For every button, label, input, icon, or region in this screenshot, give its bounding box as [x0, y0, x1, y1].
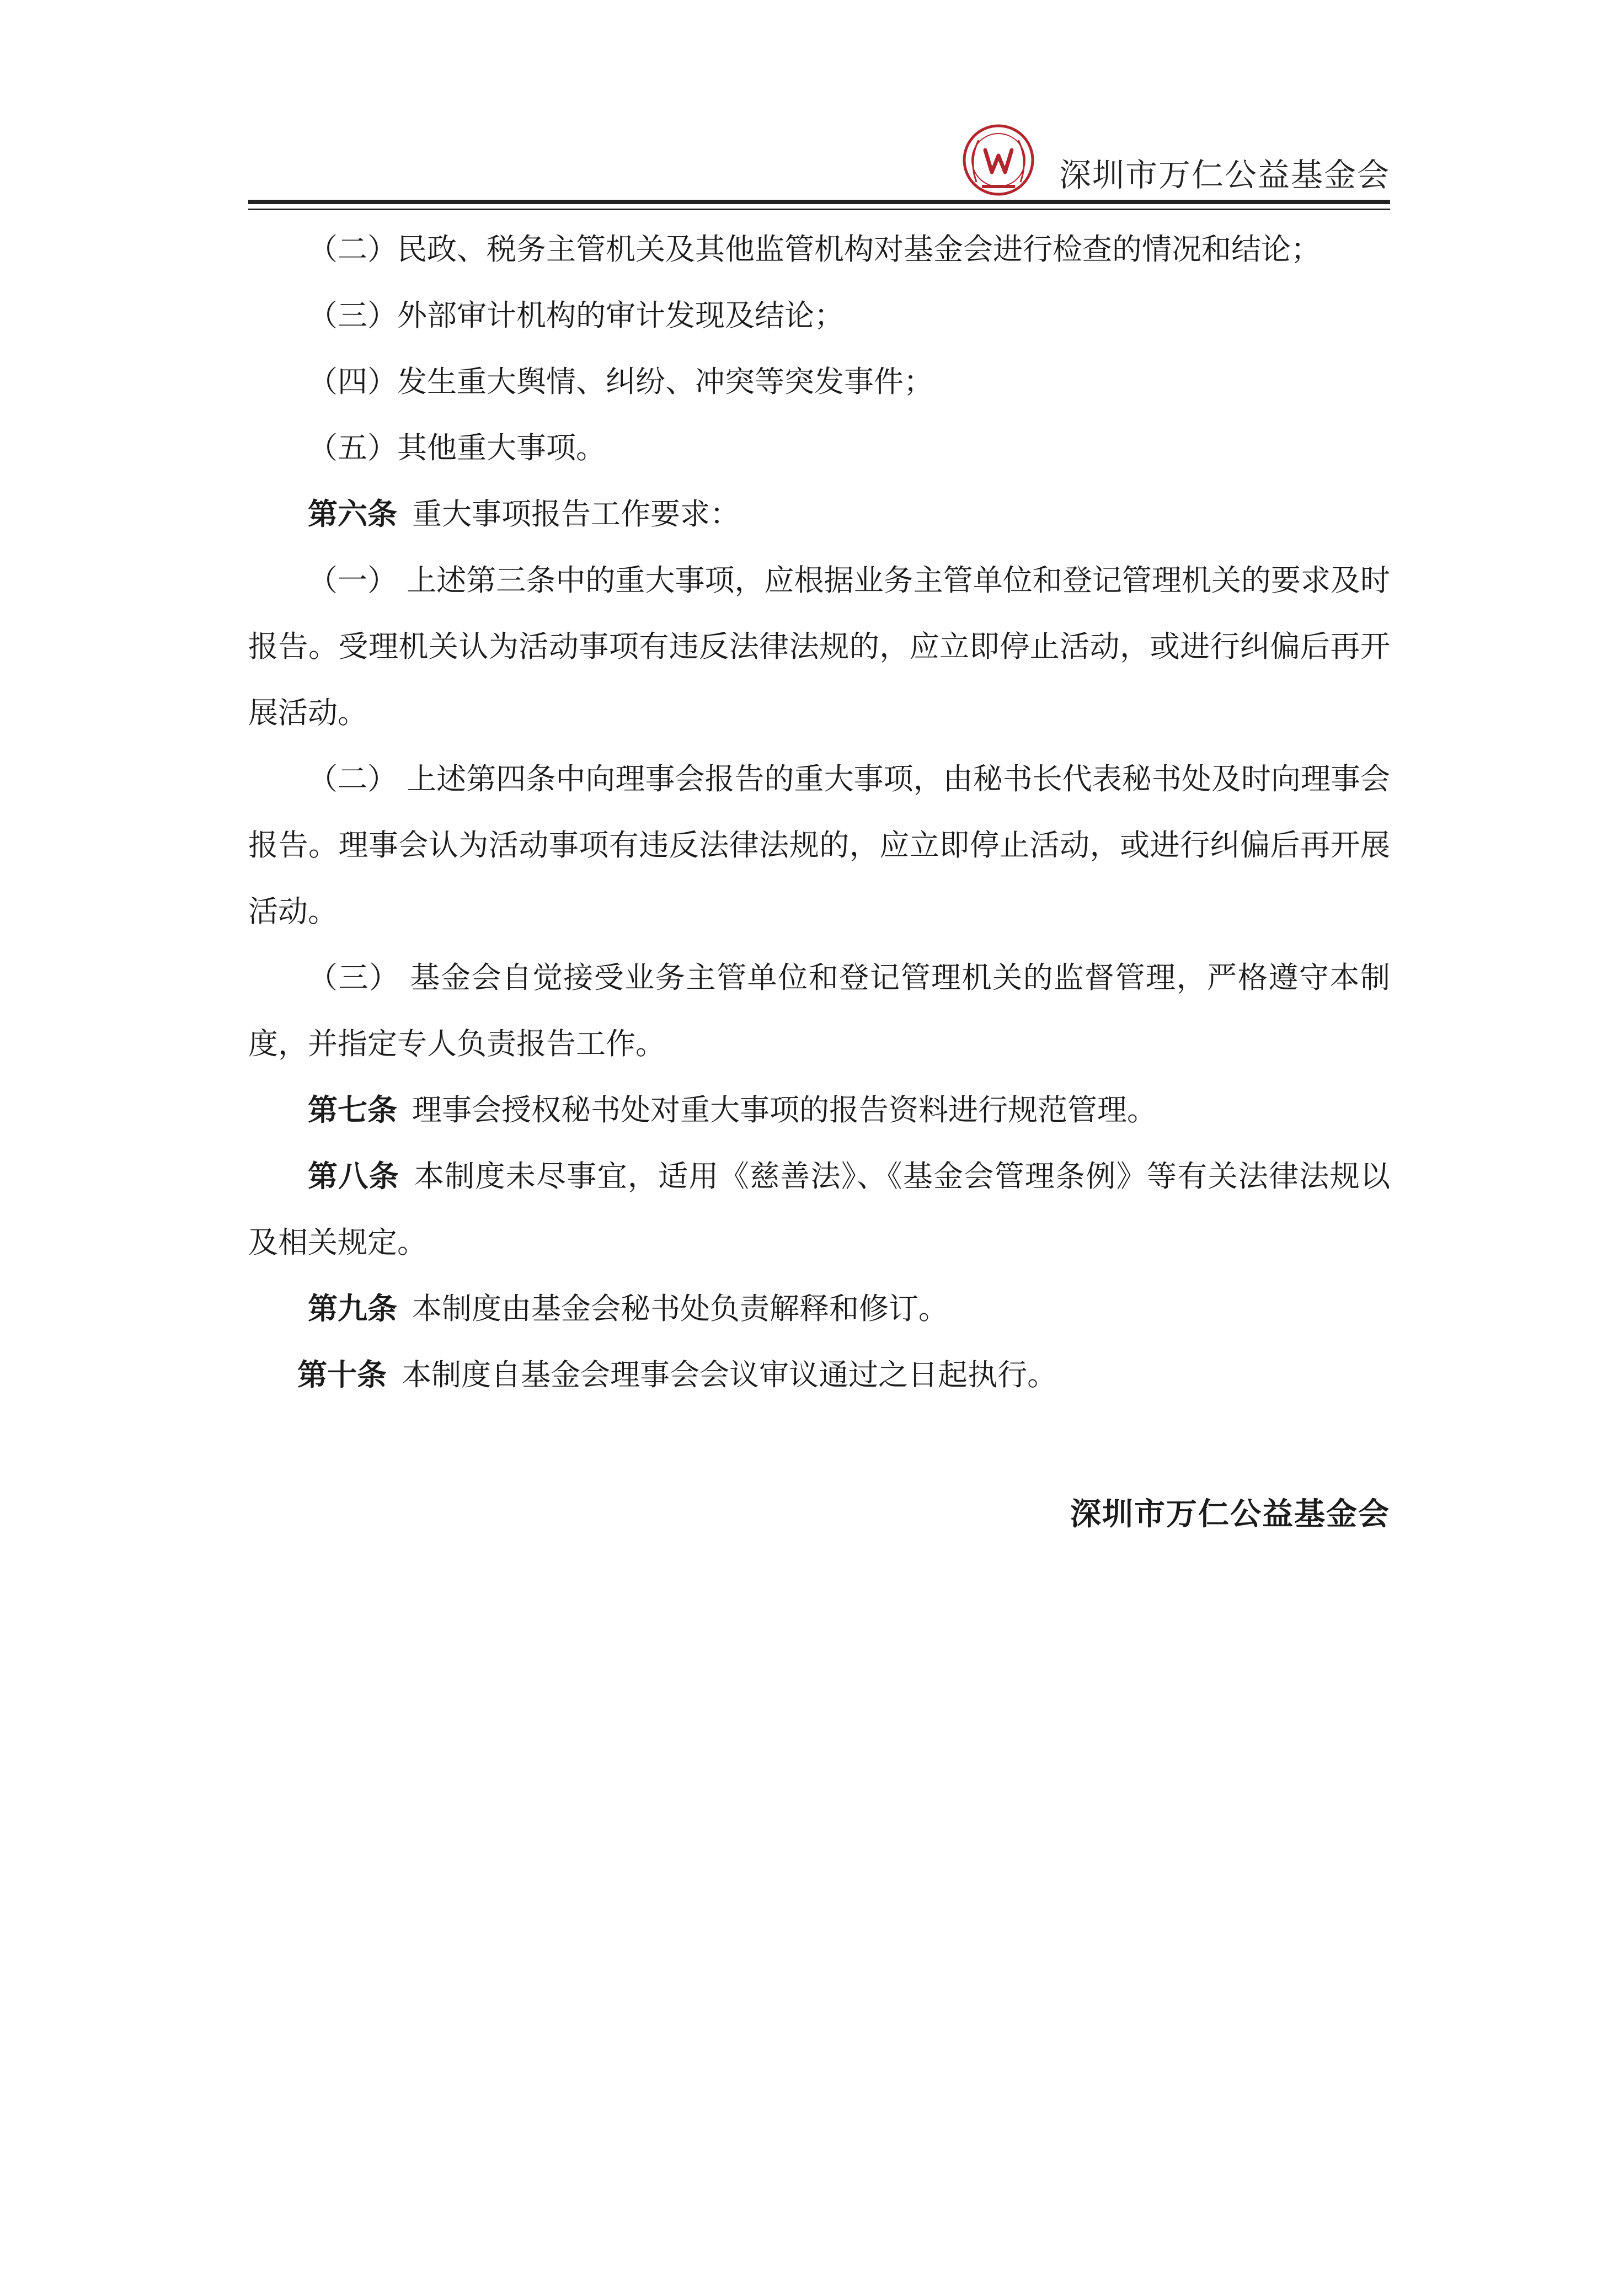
- article-label: 第七条: [308, 1093, 397, 1127]
- header-org-name: 深圳市万仁公益基金会: [1059, 156, 1390, 194]
- article-label: 第八条: [308, 1159, 399, 1194]
- paragraph-text: （四）发生重大舆情、纠纷、冲突等突发事件；: [308, 364, 933, 399]
- document-body: [248, 216, 1390, 1408]
- paragraph-text: 本制度自基金会理事会会议审议通过之日起执行。: [402, 1357, 1057, 1392]
- page-header: [248, 110, 1390, 199]
- article-paragraph: [248, 481, 1390, 547]
- article-paragraph: [248, 1342, 1390, 1408]
- paragraph: [248, 415, 1390, 481]
- paragraph-text: 本制度未尽事宜，适用《慈善法》、《基金会管理条例》等有关法律法规以及相关规定。: [248, 1159, 1390, 1260]
- foundation-logo-icon: [960, 121, 1037, 199]
- header-rule-thick: [248, 200, 1390, 204]
- article-label: 第九条: [308, 1291, 397, 1326]
- paragraph: [248, 216, 1390, 283]
- paragraph: [248, 746, 1390, 945]
- paragraph: [248, 283, 1390, 349]
- paragraph-text: （三）外部审计机构的审计发现及结论；: [308, 298, 844, 333]
- paragraph-text: （五）其他重大事项。: [308, 430, 606, 465]
- header-rule-thin: [248, 209, 1390, 210]
- paragraph-text: 重大事项报告工作要求：: [412, 497, 740, 531]
- paragraph-text: （一） 上述第三条中的重大事项，应根据业务主管单位和登记管理机关的要求及时报告。受理机关认为活动事项有违反法律法规的，应立即停止活动，或进行纠偏后再开展活动。: [248, 563, 1390, 730]
- paragraph-text: 本制度由基金会秘书处负责解释和修订。: [412, 1291, 948, 1326]
- article-label: 第六条: [308, 497, 397, 531]
- paragraph-text: （三） 基金会自觉接受业务主管单位和登记管理机关的监督管理，严格遵守本制度，并指定专人负责报告工作。: [248, 960, 1390, 1061]
- paragraph-text: （二）民政、税务主管机关及其他监管机构对基金会进行检查的情况和结论；: [308, 232, 1321, 267]
- paragraph: [248, 945, 1390, 1077]
- paragraph-text: （二） 上述第四条中向理事会报告的重大事项，由秘书长代表秘书处及时向理事会报告。理事会认为活动事项有违反法律法规的，应立即停止活动，或进行纠偏后再开展活动。: [248, 761, 1390, 929]
- paragraph-text: 理事会授权秘书处对重大事项的报告资料进行规范管理。: [412, 1093, 1157, 1127]
- article-paragraph: [248, 1077, 1390, 1143]
- paragraph: [248, 547, 1390, 746]
- article-paragraph: [248, 1143, 1390, 1276]
- article-paragraph: [248, 1276, 1390, 1342]
- signature-org-name: 深圳市万仁公益基金会: [1070, 1496, 1390, 1532]
- paragraph: [248, 349, 1390, 415]
- article-label: 第十条: [297, 1357, 387, 1392]
